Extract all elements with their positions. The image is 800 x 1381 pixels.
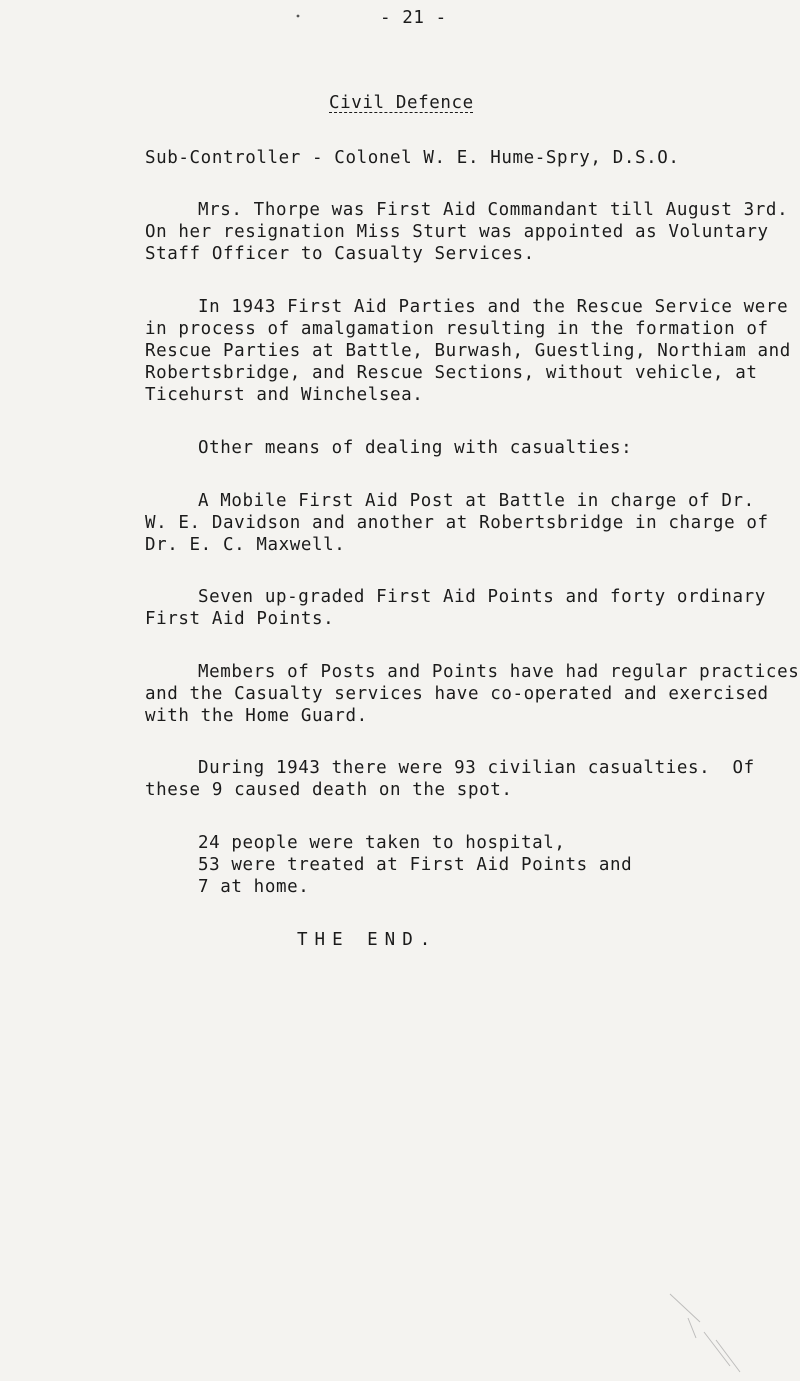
page-title: Civil Defence bbox=[329, 93, 474, 113]
text-line: in process of amalgamation resulting in the formation of bbox=[145, 319, 769, 339]
text-line: these 9 caused death on the spot. bbox=[145, 780, 513, 800]
sub-controller-line: Sub-Controller - Colonel W. E. Hume-Spry, D.S.O. bbox=[145, 148, 680, 168]
scan-speck-mark bbox=[290, 9, 310, 23]
text-line: During 1943 there were 93 civilian casualties. Of bbox=[198, 758, 755, 778]
text-line: with the Home Guard. bbox=[145, 706, 368, 726]
text-line: Staff Officer to Casualty Services. bbox=[145, 244, 535, 264]
text-line: Dr. E. C. Maxwell. bbox=[145, 535, 346, 555]
text-line: Members of Posts and Points have had regular practices bbox=[198, 662, 800, 682]
text-line: 7 at home. bbox=[198, 877, 310, 897]
text-line: In 1943 First Aid Parties and the Rescue Service were bbox=[198, 297, 789, 317]
text-line: 53 were treated at First Aid Points and bbox=[198, 855, 633, 875]
text-line: Ticehurst and Winchelsea. bbox=[145, 385, 424, 405]
text-line: Rescue Parties at Battle, Burwash, Guestling, Northiam and bbox=[145, 341, 791, 361]
text-line: 24 people were taken to hospital, bbox=[198, 833, 566, 853]
text-line: On her resignation Miss Sturt was appointed as Voluntary bbox=[145, 222, 769, 242]
text-line: Robertsbridge, and Rescue Sections, without vehicle, at bbox=[145, 363, 758, 383]
scan-smudge-mark bbox=[660, 1288, 750, 1378]
text-line: First Aid Points. bbox=[145, 609, 335, 629]
page-number: - 21 - bbox=[380, 8, 447, 28]
closing-text: THE END. bbox=[297, 930, 438, 950]
text-line: and the Casualty services have co-operated and exercised bbox=[145, 684, 769, 704]
text-line: A Mobile First Aid Post at Battle in charge of Dr. bbox=[198, 491, 755, 511]
text-line: Other means of dealing with casualties: bbox=[198, 438, 633, 458]
text-line: W. E. Davidson and another at Robertsbridge in charge of bbox=[145, 513, 769, 533]
text-line: Mrs. Thorpe was First Aid Commandant till August 3rd. bbox=[198, 200, 789, 220]
text-line: Seven up-graded First Aid Points and forty ordinary bbox=[198, 587, 766, 607]
